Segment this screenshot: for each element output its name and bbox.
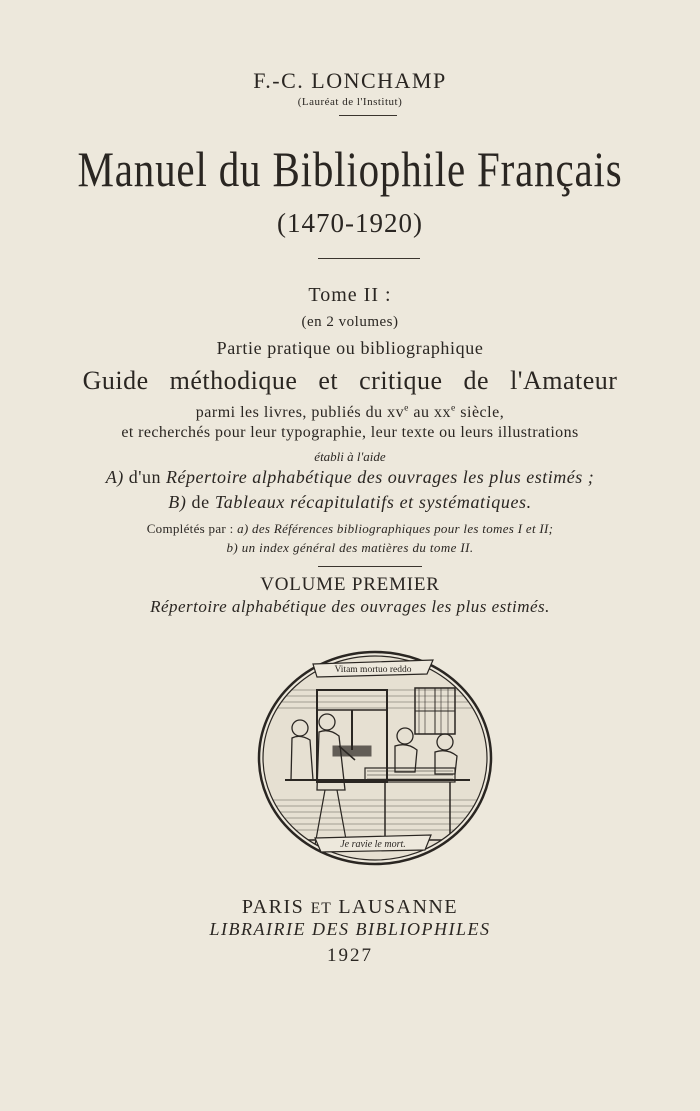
criteria-line: et recherchés pour leur typographie, leur texte ou leurs illustrations	[121, 424, 579, 441]
part-b-title: Tableaux récapitulatifs et systématiques.	[214, 492, 532, 512]
part-b-line	[0, 492, 700, 513]
divider-rule	[318, 258, 420, 259]
city-name: LAUSANNE	[338, 896, 459, 918]
supplements-title: a) des Références bibliographiques pour les tomes I et II;	[237, 521, 554, 536]
printers-emblem-image	[255, 650, 495, 866]
city-conjunction: ET	[310, 900, 332, 917]
basis-line: établi à l'aide	[314, 449, 386, 464]
divider-rule	[339, 115, 397, 116]
author-name: F.-C. LONCHAMP	[253, 68, 447, 93]
city-name: PARIS	[241, 896, 305, 918]
volume-subtitle: Répertoire alphabétique des ouvrages les plus estimés.	[150, 597, 550, 616]
scope-text: siècle,	[455, 404, 505, 421]
book-title: Manuel du Bibliophile Français	[77, 141, 623, 197]
superscript: e	[404, 402, 409, 414]
scope-line	[0, 404, 700, 422]
scope-text: au xx	[408, 404, 452, 421]
tome-heading: Tome II :	[308, 284, 392, 306]
supplements-line	[0, 521, 700, 537]
volume-heading: VOLUME PREMIER	[260, 574, 440, 595]
part-b-marker: B)	[168, 492, 187, 512]
supplements-text: Complétés par :	[146, 521, 238, 536]
publisher-name: LIBRAIRIE DES BIBLIOPHILES	[209, 919, 491, 939]
part-heading: Partie pratique ou bibliographique	[216, 338, 484, 358]
part-a-title: Répertoire alphabétique des ouvrages les plus estimés ;	[165, 467, 595, 487]
part-a-text: d'un	[123, 467, 166, 487]
part-a-line	[0, 467, 700, 488]
guide-heading: Guide méthodique et critique de l'Amateur	[82, 366, 618, 395]
index-line: b) un index général des matières du tome II.	[226, 540, 474, 555]
divider-rule	[318, 566, 422, 567]
emblem-top-motto: Vitam mortuo reddo	[334, 665, 412, 675]
publication-year: 1927	[327, 945, 373, 966]
scope-text: parmi les livres, publiés du xv	[195, 404, 405, 421]
part-b-text: de	[186, 492, 215, 512]
author-distinction: (Lauréat de l'Institut)	[297, 96, 403, 108]
date-range: (1470-1920)	[277, 208, 423, 238]
volume-count: (en 2 volumes)	[301, 314, 399, 330]
part-a-marker: A)	[105, 467, 124, 487]
publisher-city	[0, 896, 700, 919]
superscript: e	[451, 402, 456, 414]
emblem-bottom-motto: Je ravie le mort.	[340, 839, 406, 850]
